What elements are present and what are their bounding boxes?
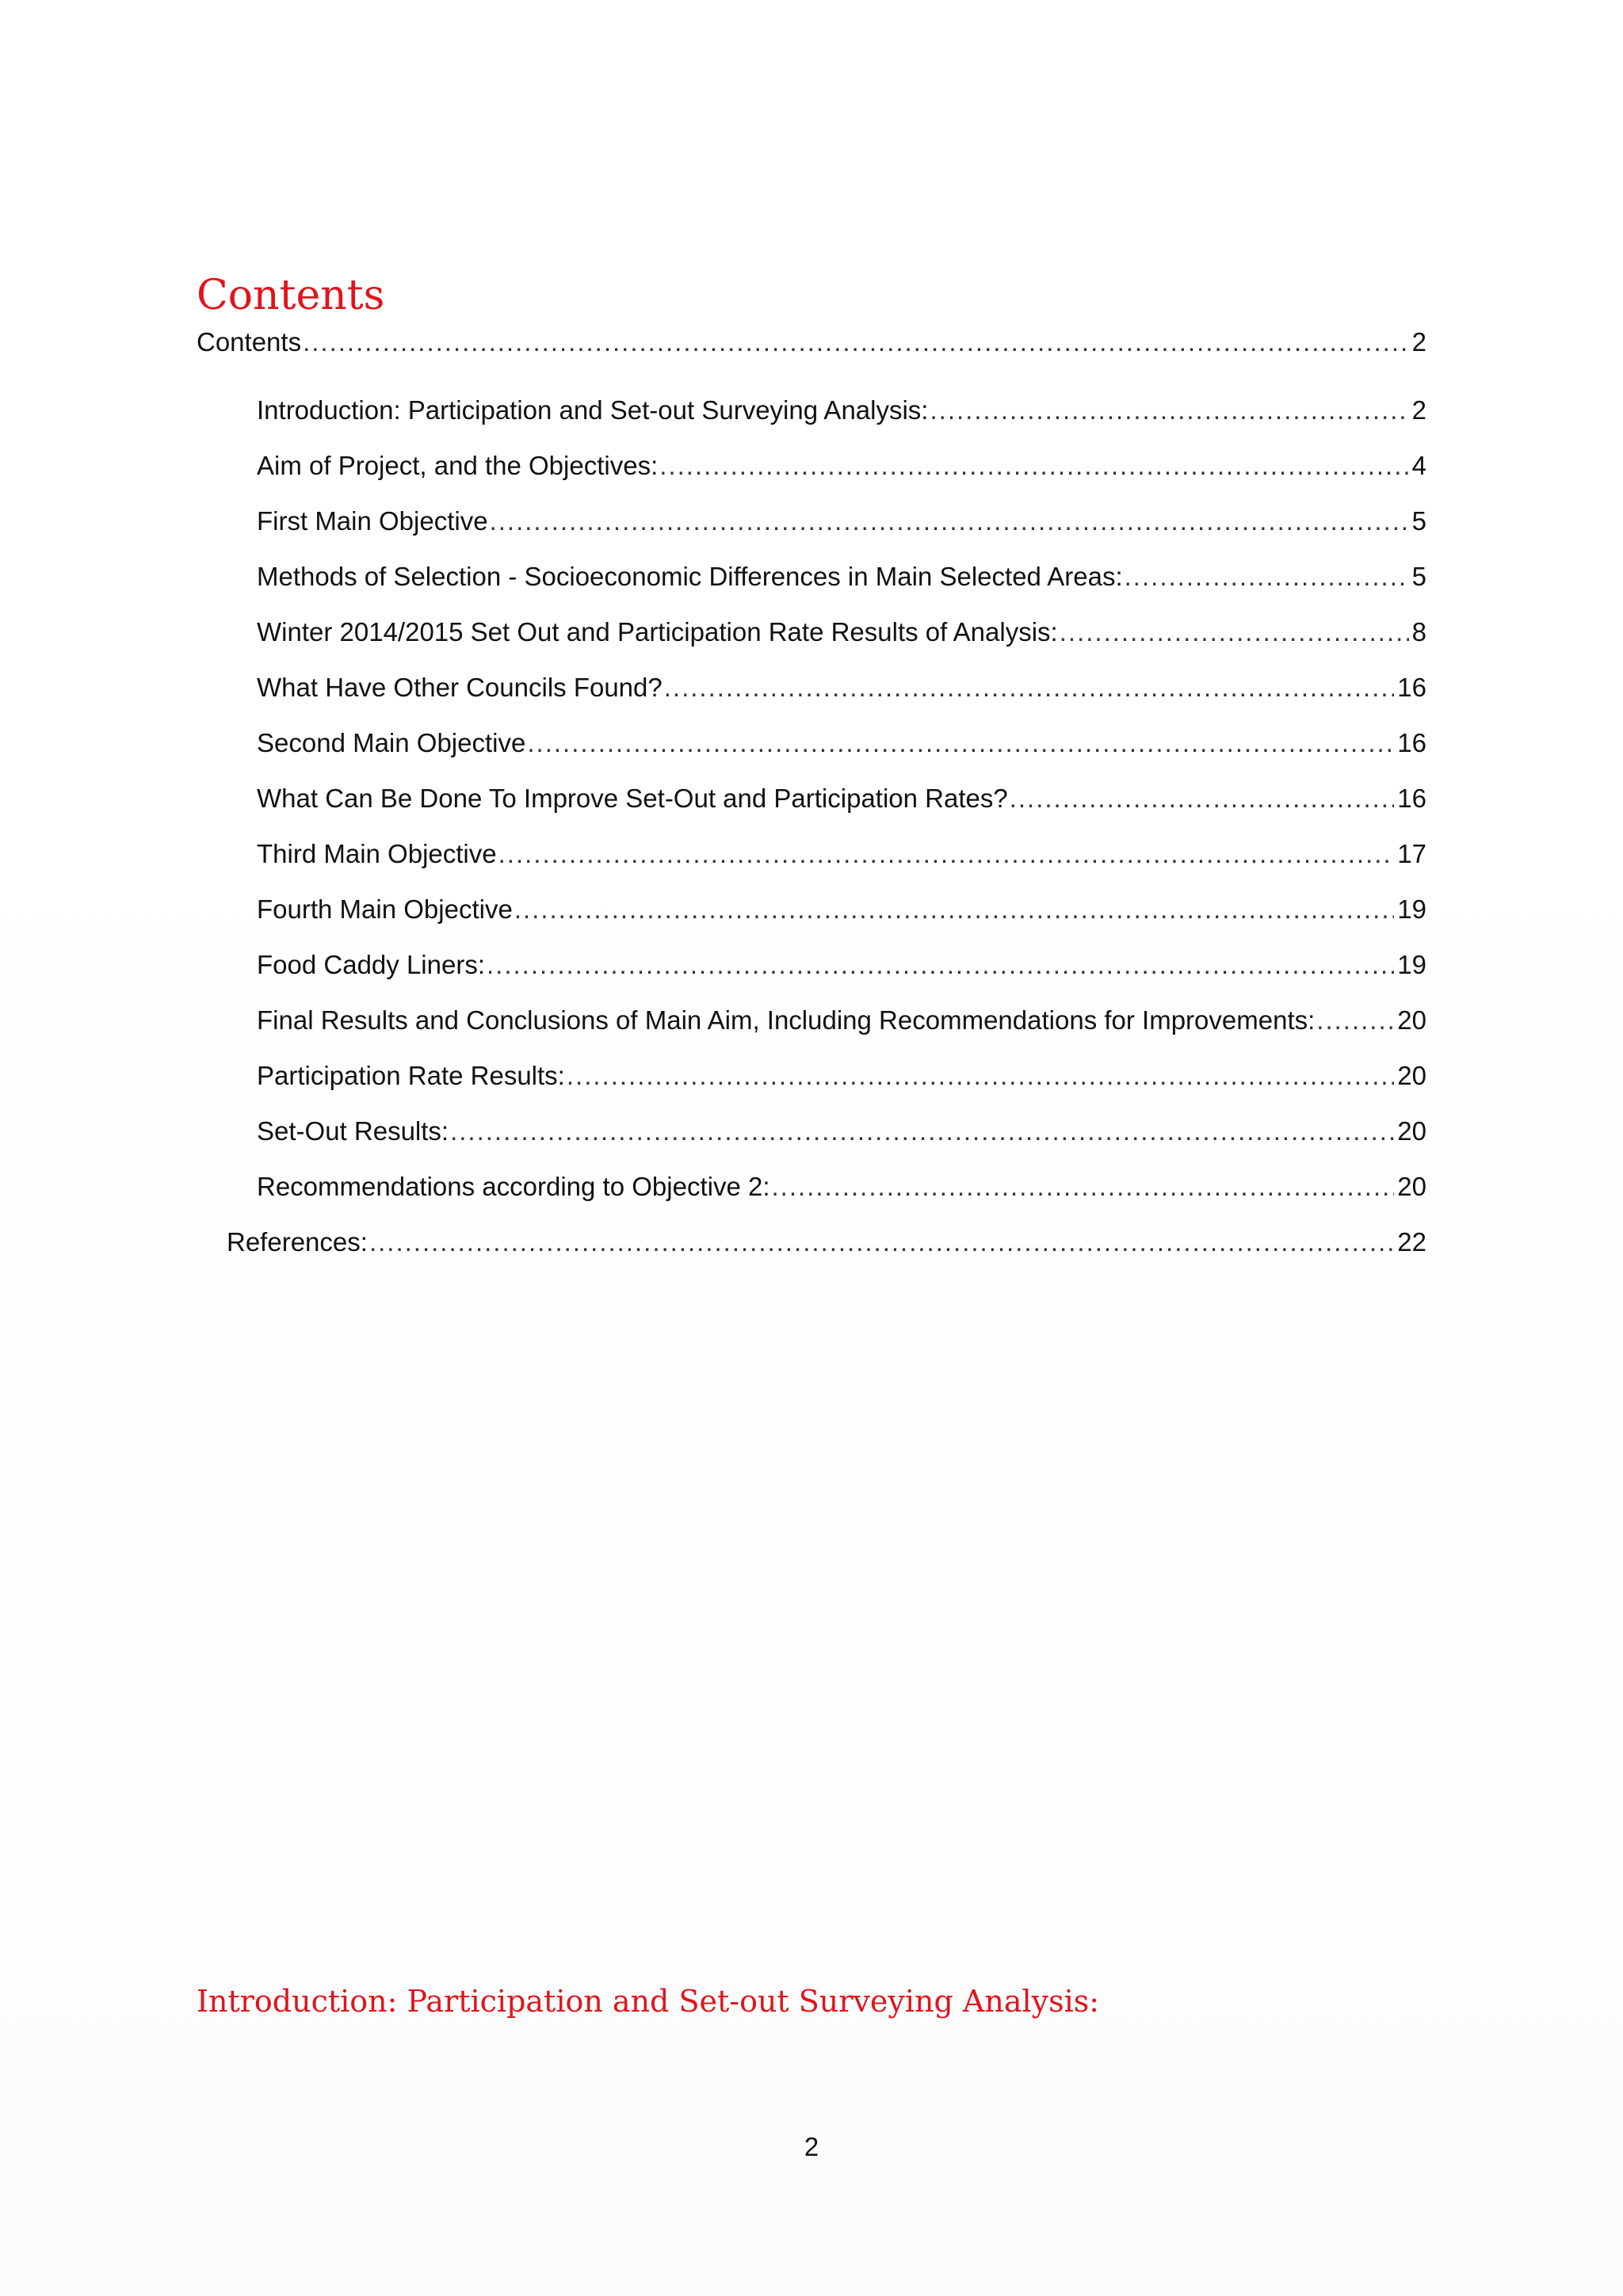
- section-heading-introduction: Introduction: Participation and Set-out Surveying Analysis:: [197, 1984, 1100, 2019]
- toc-dot-leader: [1316, 1003, 1394, 1038]
- toc-entry-label: Second Main Objective: [257, 728, 526, 757]
- toc-entry-third-main-objective[interactable]: [257, 837, 1426, 871]
- toc-entry-second-main-objective[interactable]: [257, 726, 1426, 761]
- toc-dot-leader: [1010, 781, 1395, 816]
- toc-entry-page: 20: [1397, 1061, 1426, 1090]
- toc-entry-label: Introduction: Participation and Set-out Surveying Analysis:: [257, 395, 929, 425]
- toc-entry-page: 17: [1397, 839, 1426, 868]
- toc-entry-final-results[interactable]: [257, 1003, 1426, 1038]
- toc-entry-label: What Have Other Councils Found?: [257, 673, 663, 702]
- toc-dot-leader: [498, 837, 1395, 871]
- toc-entry-label: Food Caddy Liners:: [257, 950, 485, 979]
- toc-entry-label: Fourth Main Objective: [257, 894, 513, 924]
- toc-entry-page: 4: [1411, 451, 1426, 480]
- toc-entry-recommendations[interactable]: [257, 1169, 1426, 1204]
- toc-entry-winter-results[interactable]: [257, 615, 1426, 650]
- toc-dot-leader: [303, 325, 1409, 360]
- toc-entry-page: 16: [1397, 784, 1426, 813]
- toc-entry-improve-rates[interactable]: [257, 781, 1426, 816]
- toc-entry-page: 8: [1411, 617, 1426, 646]
- toc-title: Contents: [197, 272, 385, 319]
- toc-entry-label: Set-Out Results:: [257, 1116, 449, 1146]
- toc-dot-leader: [487, 948, 1394, 982]
- toc-entry-label: Participation Rate Results:: [257, 1061, 565, 1090]
- toc-entry-aim-of-project[interactable]: [257, 448, 1426, 483]
- toc-dot-leader: [490, 504, 1409, 539]
- toc-dot-leader: [664, 670, 1395, 705]
- toc-dot-leader: [369, 1225, 1394, 1260]
- toc-dot-leader: [567, 1058, 1394, 1093]
- page-number: 2: [804, 2132, 819, 2161]
- toc-dot-leader: [514, 892, 1394, 927]
- toc-entry-page: 2: [1411, 395, 1426, 425]
- toc-entry-page: 20: [1397, 1116, 1426, 1146]
- toc-entry-other-councils[interactable]: [257, 670, 1426, 705]
- toc-entry-label: Recommendations according to Objective 2:: [257, 1172, 770, 1201]
- toc-dot-leader: [772, 1169, 1395, 1204]
- toc-entry-label: First Main Objective: [257, 506, 488, 536]
- toc-entry-page: 2: [1411, 327, 1426, 357]
- toc-dot-leader: [450, 1114, 1394, 1149]
- toc-dot-leader: [527, 726, 1394, 761]
- toc-entry-participation-rate-results[interactable]: [257, 1058, 1426, 1093]
- toc-entry-label: Aim of Project, and the Objectives:: [257, 451, 659, 480]
- toc-entry-methods-of-selection[interactable]: [257, 559, 1426, 594]
- toc-entry-introduction[interactable]: [257, 393, 1426, 428]
- toc-entry-page: 5: [1411, 506, 1426, 536]
- toc-entry-label: Contents: [197, 327, 302, 357]
- toc-entry-label: Winter 2014/2015 Set Out and Participation Rate Results of Analysis:: [257, 617, 1058, 646]
- toc-entry-page: 20: [1397, 1005, 1426, 1035]
- toc-dot-leader: [1060, 615, 1409, 650]
- toc-entry-fourth-main-objective[interactable]: [257, 892, 1426, 927]
- toc-entry-page: 16: [1397, 728, 1426, 757]
- toc-entry-references[interactable]: [227, 1225, 1426, 1260]
- toc-dot-leader: [930, 393, 1408, 428]
- toc-entry-page: 22: [1397, 1227, 1426, 1257]
- toc-dot-leader: [659, 448, 1408, 483]
- toc-entry-page: 5: [1411, 562, 1426, 591]
- toc-entry-label: What Can Be Done To Improve Set-Out and Participation Rates?: [257, 784, 1008, 813]
- toc-entry-page: 20: [1397, 1172, 1426, 1201]
- toc-entry-contents[interactable]: [197, 325, 1426, 360]
- toc-entry-label: Final Results and Conclusions of Main Aim, Including Recommendations for Improvements:: [257, 1005, 1316, 1035]
- toc-entry-label: Third Main Objective: [257, 839, 497, 868]
- toc-entry-page: 16: [1397, 673, 1426, 702]
- toc-entry-page: 19: [1397, 894, 1426, 924]
- toc-entry-set-out-results[interactable]: [257, 1114, 1426, 1149]
- toc-entry-page: 19: [1397, 950, 1426, 979]
- toc-entry-label: References:: [227, 1227, 368, 1257]
- toc-entry-first-main-objective[interactable]: [257, 504, 1426, 539]
- toc-dot-leader: [1125, 559, 1409, 594]
- toc-entry-food-caddy-liners[interactable]: [257, 948, 1426, 982]
- toc-entry-label: Methods of Selection - Socioeconomic Differences in Main Selected Areas:: [257, 562, 1123, 591]
